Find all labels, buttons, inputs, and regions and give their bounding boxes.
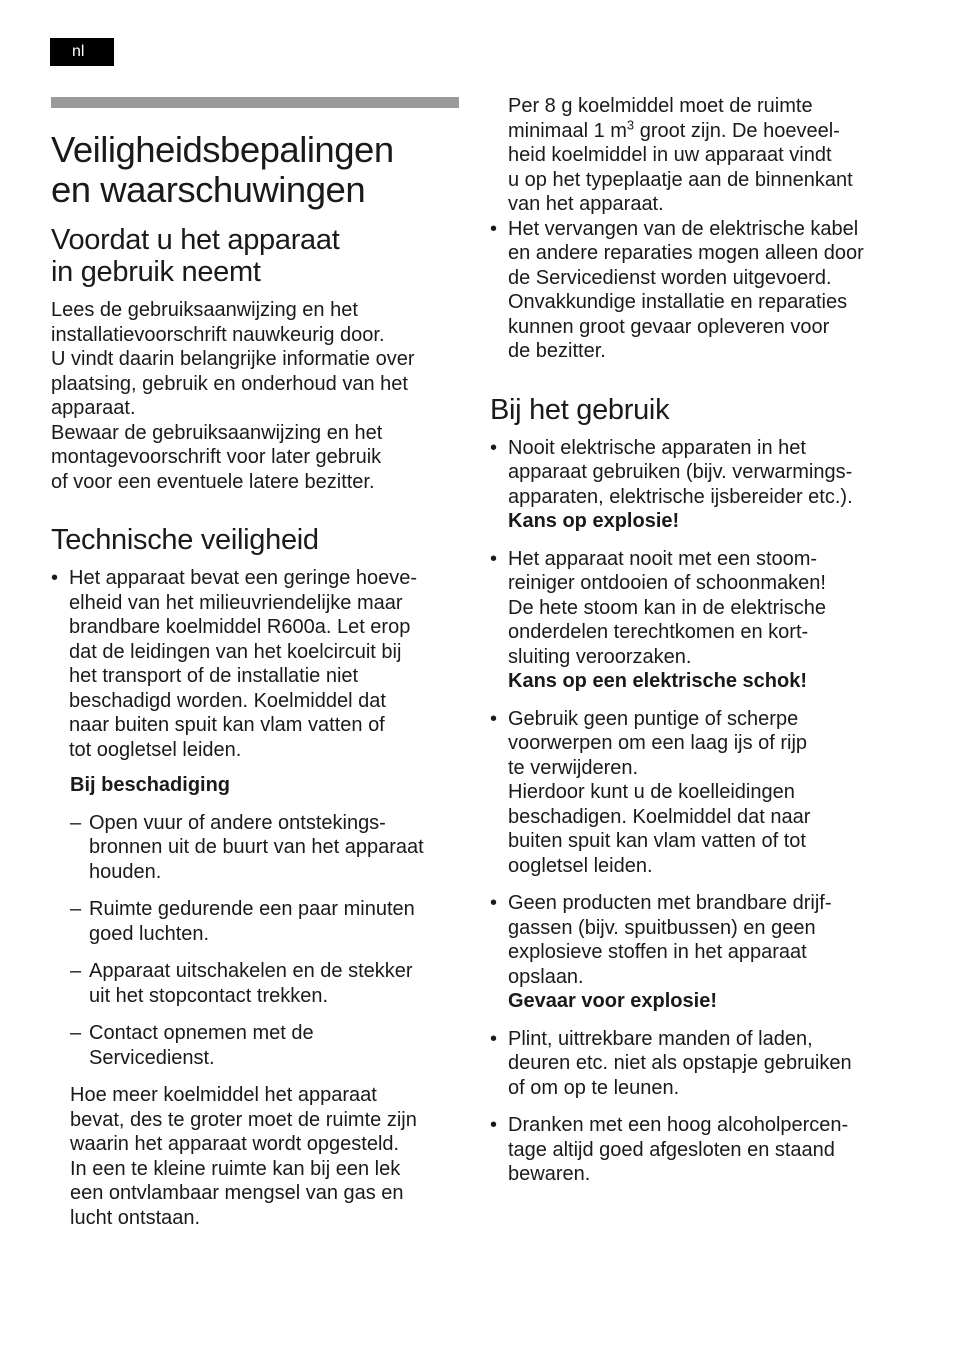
damage-dash-list [51, 811, 461, 1071]
list-item: • Het vervangen van de elektrische kabel en andere reparaties mogen alleen door de Servicedienst worden uitgevoerd. Onvakkundige installatie en reparaties kunnen groot gevaar opleveren voor de bezitter. [490, 217, 910, 364]
list-item: • Het apparaat bevat een geringe hoeve- elheid van het milieuvriendelijke maar brandbare koelmiddel R600a. Let erop dat de leidingen van het koelcircuit bij het transport of de installatie niet beschadigd worden. Koelmiddel dat naar buiten spuit kan vlam vatten of tot oogletsel leiden. [51, 566, 461, 762]
title-line: Veiligheidsbepalingen [51, 129, 394, 170]
list-item: • Nooit elektrische apparaten in het apparaat gebruiken (bijv. verwarmings- apparaten, elektrische ijsbereider etc.). Kans op explosie! [490, 436, 910, 534]
warning-text: Kans op een elektrische schok! [508, 670, 808, 692]
technical-bullet-list [51, 566, 461, 762]
title-line: en waarschuwingen [51, 169, 366, 210]
list-item: • Plint, uittrekbare manden of laden, deuren etc. niet als opstapje gebruiken of om op te leunen. [490, 1027, 910, 1101]
language-tab: nl [50, 38, 114, 66]
heading-before-use: Voordat u het apparaat in gebruik neemt [51, 224, 340, 288]
list-item: – Apparaat uitschakelen en de stekker uit het stopcontact trekken. [51, 959, 461, 1008]
list-item: • Geen producten met brandbare drijf- gassen (bijv. spuitbussen) en geen explosieve stoffen in het apparaat opslaan. Gevaar voor explosie! [490, 891, 910, 1014]
list-item: – Contact opnemen met de Servicedienst. [51, 1021, 461, 1070]
damage-subheading: Bij beschadiging [70, 774, 231, 796]
refrigerant-continuation: Per 8 g koelmiddel moet de ruimte minimaal 1 $m^3$ groot zijn. De hoeveel- heid koelmiddel in uw apparaat vindt u op het typeplaatje aan de binnenkant van het apparaat. [508, 95, 853, 215]
right-column [490, 94, 910, 1187]
intro-paragraph: Lees de gebruiksaanwijzing en het installatievoorschrift nauwkeurig door. U vindt daarin belangrijke informatie over plaatsing, gebruik en onderhoud van het apparaat. Bewaar de gebruiksaanwijzing en het montagevoorschrift voor later gebruik of voor een eventuele latere bezitter. [51, 299, 415, 493]
list-item: • Dranken met een hoog alcoholpercen- tage altijd goed afgesloten en staand bewaren. [490, 1113, 910, 1187]
left-column [51, 97, 461, 1230]
refrigerant-paragraph: Hoe meer koelmiddel het apparaat bevat, des te groter moet de ruimte zijn waarin het apparaat wordt opgesteld. In een te kleine ruimte kan bij een lek een ontvlambaar mengsel van gas en lucht ontstaan. [70, 1084, 417, 1229]
list-item: – Open vuur of andere ontstekings- bronnen uit de buurt van het apparaat houden. [51, 811, 461, 885]
list-item: • Gebruik geen puntige of scherpe voorwerpen om een laag ijs of rijp te verwijderen. Hierdoor kunt u de koelleidingen beschadigen. Koelmiddel dat naar buiten spuit kan vlam vatten of tot oogletsel leiden. [490, 707, 910, 879]
page-title [51, 130, 461, 210]
heading-technical-safety: Technische veiligheid [51, 524, 319, 556]
list-item: • Het apparaat nooit met een stoom- reiniger ontdooien of schoonmaken! De hete stoom kan in de elektrische onderdelen terechtkomen en kort- sluiting veroorzaken. Kans op een elektrische schok! [490, 547, 910, 694]
list-item: – Ruimte gedurende een paar minuten goed luchten. [51, 897, 461, 946]
warning-text: Gevaar voor explosie! [508, 990, 717, 1012]
repair-bullet-list [490, 217, 910, 364]
warning-text: Kans op explosie! [508, 510, 680, 532]
section-rule [51, 97, 459, 108]
heading-during-use: Bij het gebruik [490, 393, 670, 426]
usage-bullet-list [490, 436, 910, 1187]
